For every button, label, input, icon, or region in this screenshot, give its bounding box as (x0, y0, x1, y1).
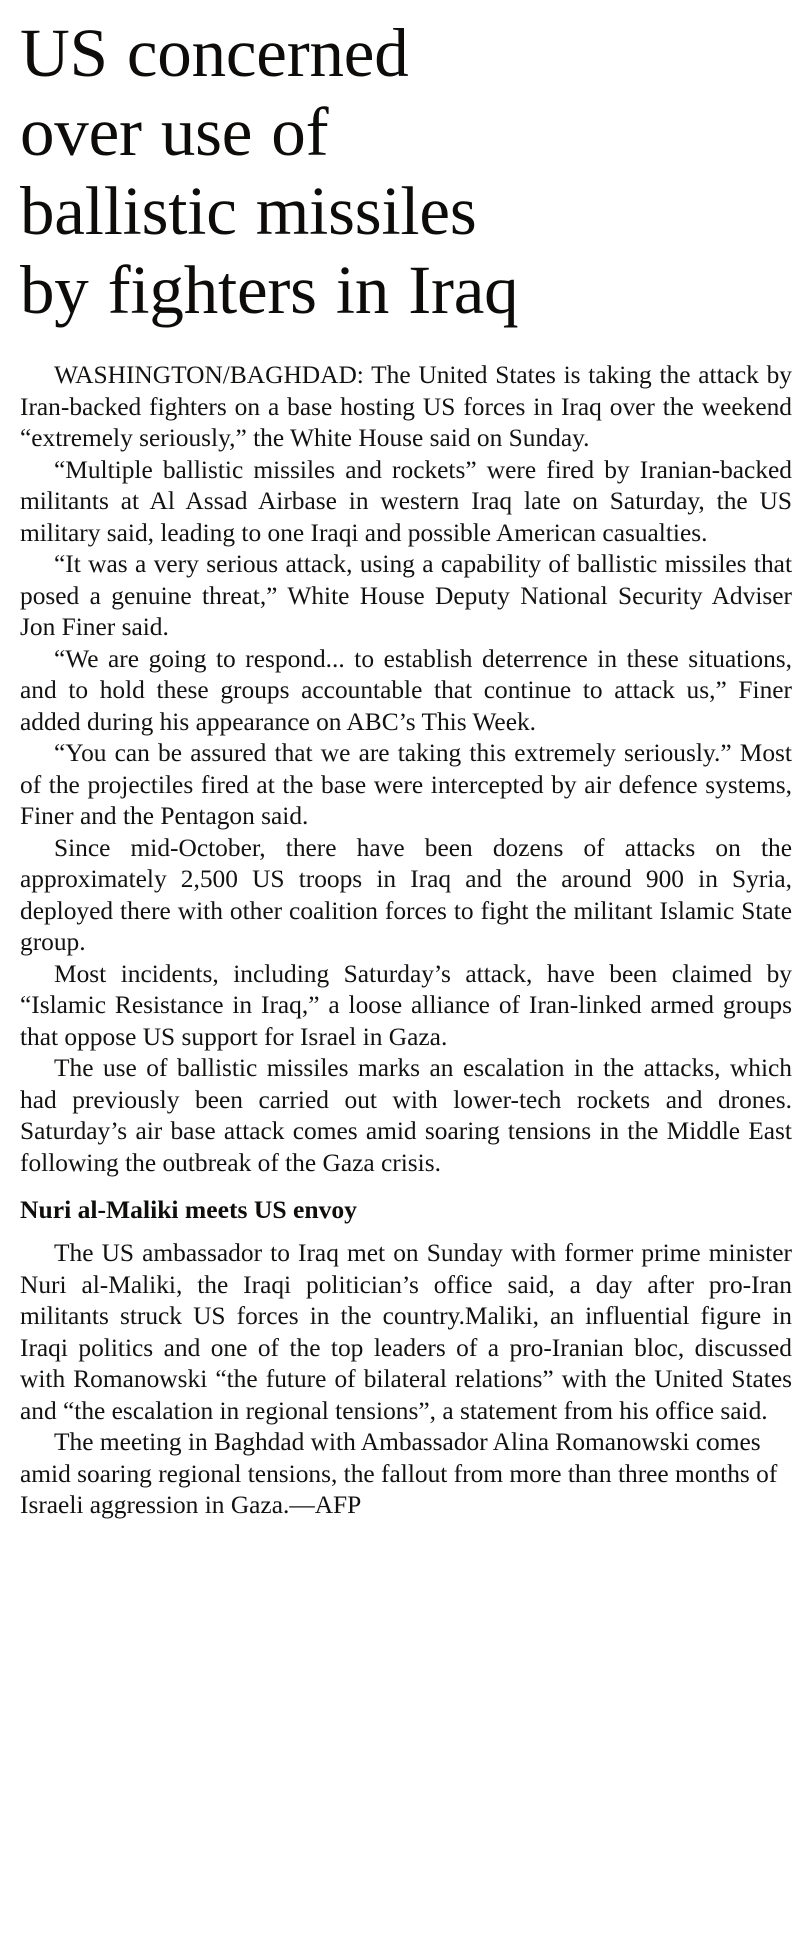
paragraph: Since mid-October, there have been dozens of attacks on the approximately 2,500 US troops in Iraq and the around 900 in Syria, deployed there with other coalition forces to fight the militant Islamic State group. (20, 833, 792, 956)
paragraph: “You can be assured that we are taking this extremely seriously.” Most of the projectiles fired at the base were intercepted by air defence systems, Finer and the Pentagon said. (20, 739, 792, 830)
paragraph: “We are going to respond... to establish deterrence in these situations, and to hold these groups accountable that continue to attack us,” Finer added during his appearance on ABC’s This Week. (20, 644, 792, 736)
article-body (20, 360, 792, 1522)
paragraph-with-credit: The meeting in Baghdad with Ambassador Alina Romanowski comes amid soaring regional tensions, the fallout from more than three months of Israeli aggression in Gaza.—AFP (20, 1428, 778, 1519)
paragraph: Most incidents, including Saturday’s attack, have been claimed by “Islamic Resistance in Iraq,” a loose alliance of Iran-linked armed groups that oppose US support for Israel in Gaza. (20, 959, 792, 1051)
paragraph: The US ambassador to Iraq met on Sunday with former prime minister Nuri al-Maliki, the Iraqi politician’s office said, a day after pro-Iran militants struck US forces in the country.Maliki, an influential figure in Iraqi politics and one of the top leaders of a pro-Iranian bloc, discussed with Romanowski “the future of bilateral relations” with the United States and “the escalation in regional tensions”, a statement from his office said. (20, 1239, 792, 1425)
paragraph: WASHINGTON/BAGHDAD: The United States is taking the attack by Iran-backed fighters on a base hosting US forces in Iraq over the weekend “extremely seriously,” the White House said on Sunday. (20, 361, 792, 452)
paragraph: “It was a very serious attack, using a capability of ballistic missiles that posed a genuine threat,” White House Deputy National Security Adviser Jon Finer said. (20, 550, 792, 641)
page-title (20, 14, 792, 330)
article (20, 14, 792, 1522)
headline-line-3: ballistic missiles (20, 173, 477, 249)
paragraph: “Multiple ballistic missiles and rockets” were fired by Iranian-backed militants at Al Assad Airbase in western Iraq late on Saturday, the US military said, leading to one Iraqi and possible American casualties. (20, 455, 792, 547)
headline-line-2: over use of (20, 94, 329, 170)
headline-line-1: US concerned (20, 15, 409, 91)
headline-line-4: by fighters in Iraq (20, 252, 519, 328)
section-subheading: Nuri al-Maliki meets US envoy (20, 1195, 357, 1224)
paragraph: The use of ballistic missiles marks an escalation in the attacks, which had previously been carried out with lower-tech rockets and drones. Saturday’s air base attack comes amid soaring tensions in the Middle East following the outbreak of the Gaza crisis. (20, 1054, 792, 1177)
